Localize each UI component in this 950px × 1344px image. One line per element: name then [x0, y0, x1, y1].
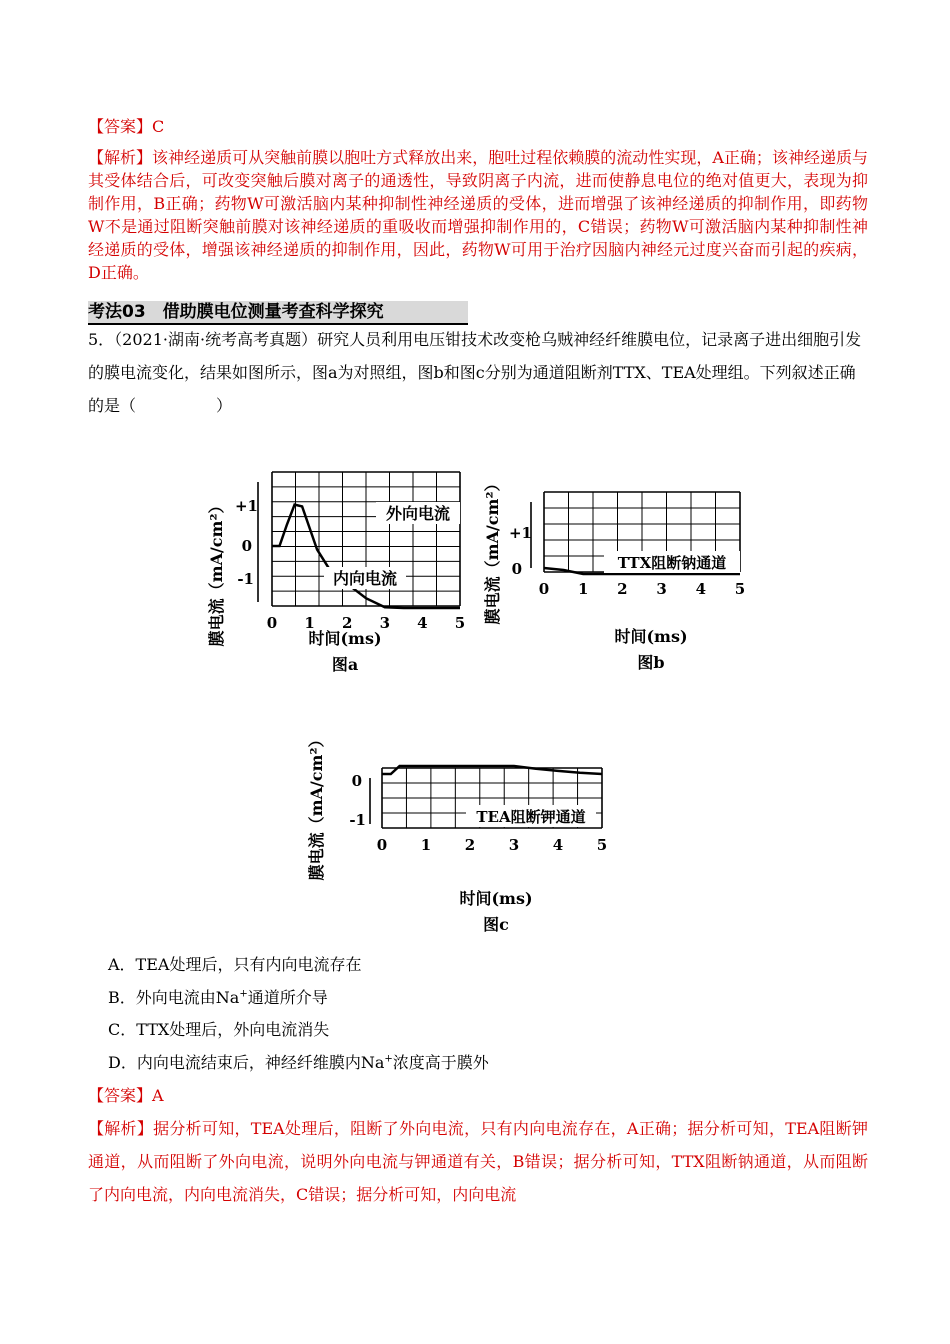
figure-c-xticks [377, 836, 607, 854]
figure-a-caption: 图a [331, 655, 359, 674]
figure-b-xtick: 1 [577, 580, 589, 598]
figure-a-xtick: 2 [341, 614, 353, 632]
figure-a-xtick: 5 [454, 614, 466, 632]
figure-a [200, 450, 490, 680]
figure-a-ytick-minus1: -1 [237, 570, 254, 588]
q5-stem: 5．（2021·湖南·统考高考真题）研究人员利用电压钳技术改变枪乌贼神经纤维膜电位，记录离子进出细胞引发的膜电流变化，结果如图所示，图a为对照组，图b和图c分别为通道阻断剂TTX、TEA处理组。下列叙述正确的是（ ） [88, 330, 862, 415]
figure-b-caption: 图b [637, 653, 665, 672]
q5-analysis-label: 【解析】 [88, 1119, 154, 1138]
figure-c-caption: 图c [483, 915, 509, 934]
q4-answer-text: 【答案】C [88, 117, 165, 136]
figure-c-xtick: 3 [508, 836, 520, 854]
figure-a-label-in: 内向电流 [332, 569, 398, 588]
q5-analysis-text: 据分析可知，TEA处理后，阻断了外向电流，只有内向电流存在，A正确；据分析可知，TEA阻断钾通道，从而阻断了外向电流，说明外向电流与钾通道有关，B错误；据分析可知，TTX阻断钠通道，从而阻断了内向电流，内向电流消失，C错误；据分析可知，内向电流 [88, 1119, 868, 1204]
option-b-sup: + [239, 988, 248, 1000]
option-b-text-post: 通道所介导 [247, 988, 328, 1007]
figure-b-xtick: 4 [695, 580, 707, 598]
q4-analysis [88, 146, 868, 284]
figure-c-label: TEA阻断钾通道 [476, 808, 586, 826]
option-d [108, 1050, 489, 1073]
q5-answer [88, 1083, 868, 1106]
q4-answer [88, 114, 868, 137]
q4-analysis-text: 该神经递质可从突触前膜以胞吐方式释放出来，胞吐过程依赖膜的流动性实现，A正确；该神经递质与其受体结合后，可改变突触后膜对离子的通透性，导致阴离子内流，进而使静息电位的绝对值更大，表现为抑制作用，B正确；药物W可激活脑内某种抑制性神经递质的受体，进而增强了该神经递质的抑制作用，即药物W不是通过阻断突触前膜对该神经递质的重吸收而增强抑制作用的，C错误；药物W可激活脑内某种抑制性神经递质的受体，增强该神经递质的抑制作用，因此，药物W可用于治疗因脑内神经元过度兴奋而引起的疾病，D正确。 [88, 148, 868, 282]
figure-c-ytick-minus1: -1 [349, 811, 366, 829]
option-d-text: D．内向电流结束后，神经纤维膜内Na [108, 1053, 385, 1072]
figure-a-ylabel: 膜电流（mA/cm²） [207, 497, 226, 647]
q5-analysis [88, 1112, 868, 1211]
figure-c-xlabel: 时间(ms) [459, 889, 533, 908]
figure-a-xtick: 4 [417, 614, 428, 632]
figure-b-xtick: 3 [656, 580, 667, 598]
figure-c-xtick: 1 [420, 836, 432, 854]
figure-b-xticks [539, 580, 745, 598]
figure-b-xlabel: 时间(ms) [614, 627, 688, 646]
figure-b-xtick: 0 [538, 580, 550, 598]
figure-c-xtick: 0 [376, 836, 388, 854]
figure-b-ytick-0: 0 [511, 560, 522, 578]
option-d-text-post: 浓度高于膜外 [392, 1053, 489, 1072]
figure-a-ytick-0: 0 [241, 537, 252, 555]
figure-a-xtick: 3 [379, 614, 391, 632]
figure-b [476, 432, 766, 672]
figure-c-ytick-0: 0 [351, 772, 362, 790]
figure-b-ylabel: 膜电流（mA/cm²） [483, 475, 502, 625]
option-a: A．TEA处理后，只有内向电流存在 [108, 955, 362, 974]
figure-a-xtick: 0 [266, 614, 278, 632]
figure-c-ylabel: 膜电流（mA/cm²） [307, 731, 326, 881]
option-b-text: B．外向电流由Na [108, 988, 240, 1007]
q5-answer-text: 【答案】A [88, 1086, 164, 1105]
figure-c-xtick: 4 [552, 836, 564, 854]
option-b [108, 985, 328, 1008]
figure-b-xtick: 5 [734, 580, 746, 598]
figure-a-xtick: 1 [304, 614, 315, 632]
figure-b-label: TTX阻断钠通道 [617, 554, 727, 572]
figure-c [300, 712, 620, 942]
figure-a-label-out: 外向电流 [385, 504, 451, 523]
figure-c-xtick: 5 [596, 836, 608, 854]
option-c: C．TTX处理后，外向电流消失 [108, 1020, 330, 1039]
figure-c-xtick: 2 [464, 836, 476, 854]
figure-a-ytick-plus1: +1 [234, 497, 258, 515]
figure-b-ytick-plus1: +1 [508, 524, 532, 542]
figure-a-xlabel: 时间(ms) [308, 629, 382, 648]
figure-b-xtick: 2 [617, 580, 628, 598]
q4-analysis-label: 【解析】 [88, 148, 153, 167]
option-d-sup: + [384, 1053, 393, 1065]
section-heading: 考法03 借助膜电位测量考查科学探究 [88, 301, 468, 325]
